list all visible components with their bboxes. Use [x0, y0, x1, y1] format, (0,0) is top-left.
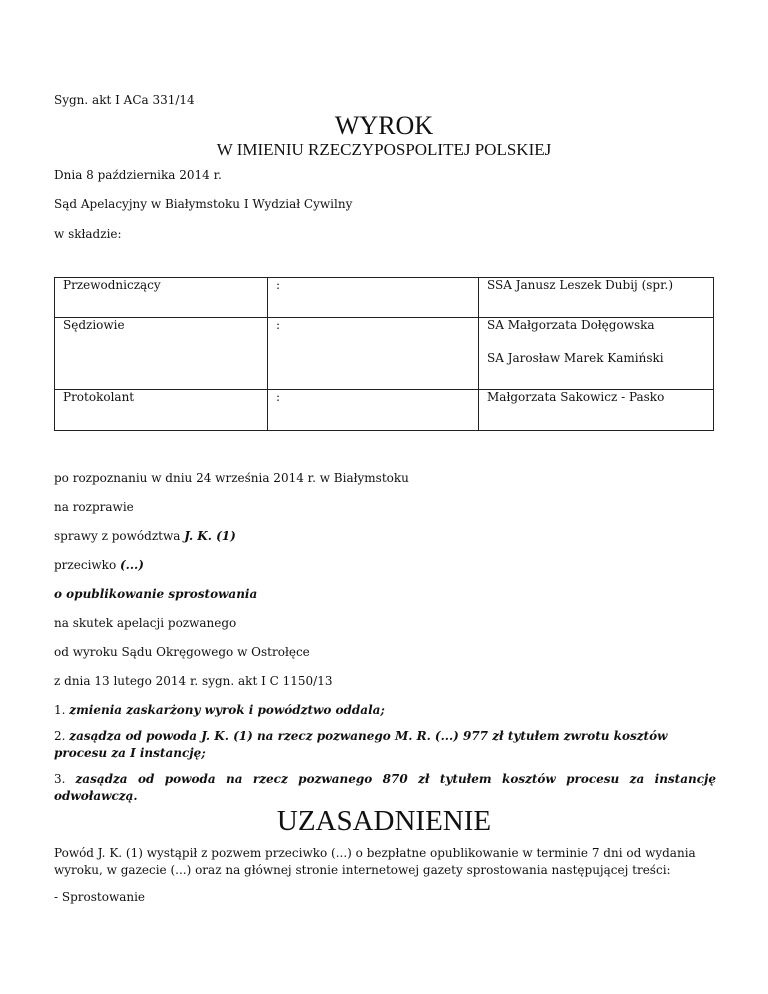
- claim-line: [54, 528, 236, 545]
- judgment-date-line: z dnia 13 lutego 2014 r. sygn. akt I C 1150/13: [54, 674, 333, 688]
- ruling-1-text: zmienia zaskarżony wyrok i powództwo oddala;: [69, 703, 385, 717]
- reasons-title: UZASADNIENIE: [276, 805, 492, 837]
- presiding-separator: :: [268, 278, 479, 318]
- hearing-line: po rozpoznaniu w dniu 24 września 2014 r. w Białymstoku: [54, 471, 409, 485]
- document-subtitle: W IMIENIU RZECZYPOSPOLITEJ POLSKIEJ: [216, 140, 552, 159]
- judges-separator: :: [268, 318, 479, 390]
- document-title: WYROK: [334, 111, 434, 140]
- reasons-quote: - Sprostowanie: [54, 890, 146, 904]
- ruling-2-text: zasądza od powoda J. K. (1) na rzecz pozwanego M. R. (...) 977 zł tytułem zwrotu kosztów procesu za I instancję;: [54, 729, 668, 760]
- clerk-name: Małgorzata Sakowicz - Pasko: [479, 390, 714, 431]
- case-reference: Sygn. akt I ACa 331/14: [54, 93, 195, 107]
- appeal-line: na skutek apelacji pozwanego: [54, 616, 237, 630]
- ruling-2-number: 2.: [54, 729, 70, 743]
- clerk-separator: :: [268, 390, 479, 431]
- judges-names: [479, 318, 714, 390]
- judge-1-name: SA Małgorzata Dołęgowska: [487, 318, 655, 332]
- presiding-role: Przewodniczący: [55, 278, 268, 318]
- ruling-2: [54, 728, 716, 762]
- presiding-name: SSA Janusz Leszek Dubij (spr.): [479, 278, 714, 318]
- court-line: Sąd Apelacyjny w Białymstoku I Wydział Cywilny: [54, 197, 353, 211]
- claimant-name: J. K. (1): [184, 529, 236, 543]
- judge-2-name: SA Jarosław Marek Kamiński: [487, 351, 664, 365]
- case-subject: o opublikowanie sprostowania: [54, 587, 258, 601]
- ruling-1-number: 1.: [54, 703, 70, 717]
- judges-role: Sędziowie: [55, 318, 268, 390]
- defendant-name: (...): [119, 558, 144, 572]
- claim-prefix: sprawy z powództwa: [54, 529, 185, 543]
- ruling-1: [54, 702, 385, 719]
- bench-table: [54, 277, 714, 431]
- clerk-role: Protokolant: [55, 390, 268, 431]
- hearing-type: na rozprawie: [54, 500, 134, 514]
- ruling-3-text: zasądza od powoda na rzecz pozwanego 870 zł tytułem kosztów procesu za instancję odwoławczą.: [54, 772, 717, 803]
- table-row: [55, 390, 714, 431]
- ruling-3-number: 3.: [54, 772, 76, 786]
- against-prefix: przeciwko: [54, 558, 120, 572]
- date-line: Dnia 8 października 2014 r.: [54, 168, 222, 182]
- table-row: [55, 318, 714, 390]
- reasons-paragraph: Powód J. K. (1) wystąpił z pozwem przeciwko (...) o bezpłatne opublikowanie w terminie 7 dni od wydania wyroku, w gazecie (...) oraz na głównej stronie internetowej gazety sprostowania następującej treści:: [54, 846, 696, 877]
- against-line: [54, 557, 144, 574]
- ruling-3: [54, 771, 716, 805]
- table-row: [55, 278, 714, 318]
- judgment-line: od wyroku Sądu Okręgowego w Ostrołęce: [54, 645, 310, 659]
- composition-label: w składzie:: [54, 227, 122, 241]
